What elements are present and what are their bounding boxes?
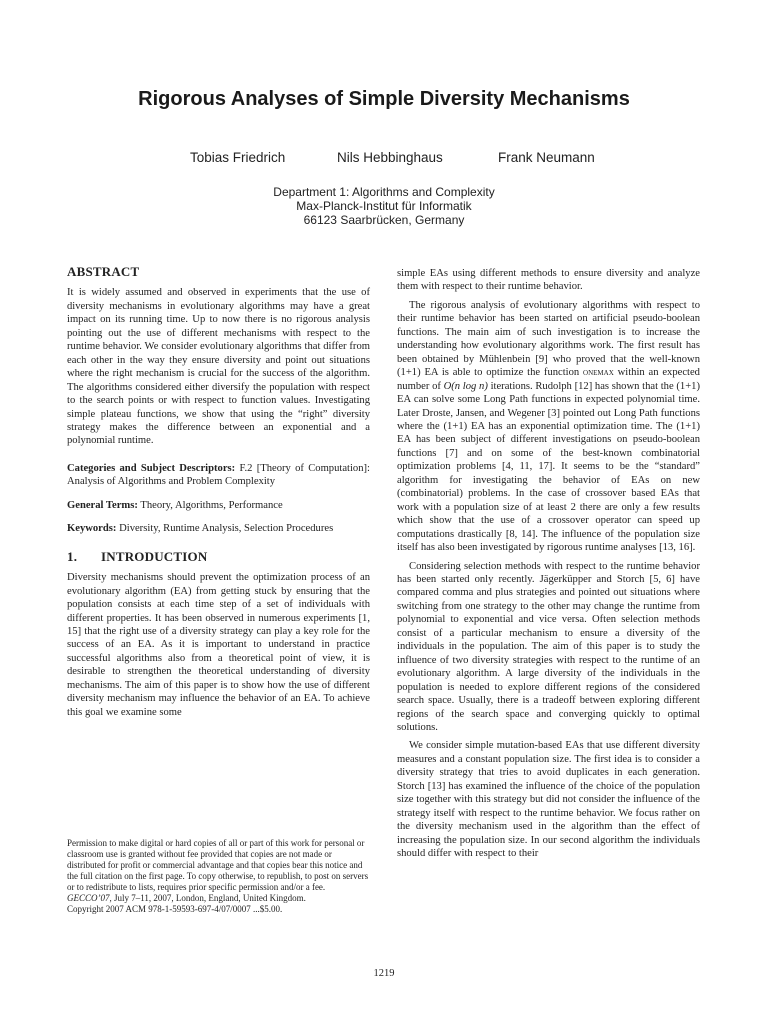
conference-name: GECCO’07, — [67, 893, 112, 903]
paragraph: simple EAs using different methods to ensure diversity and analyze them with respect to their runtime behavior. — [397, 268, 700, 293]
copyright-line: Copyright 2007 ACM 978-1-59593-697-4/07/0007 ...$5.00. — [67, 904, 283, 914]
affiliation — [0, 185, 768, 227]
section-number: 1. — [67, 548, 78, 564]
affiliation-line: Max-Planck-Institut für Informatik — [296, 199, 472, 213]
keywords-label: Keywords: — [67, 523, 117, 535]
paragraph-text: The rigorous analysis of evolutionary algorithms with respect to their runtime behavior has been started on artificial pseudo-boolean functions. The main aim of such investigation is to increase the understanding how evolutionary algorithms work. The first result has been obtained by Mühlenbein [9] who proved that the well-known (1+1) EA is able to optimize the function — [397, 299, 700, 379]
abstract-text: It is widely assumed and observed in experiments that the use of diversity mechanisms in evolutionary algorithms may have a great impact on its running time. Up to now there is no rigorous analysis pointing out the use of different mechanisms with respect to the runtime behavior. We consider evolutionary algorithms that differ from each other in the way they ensure diversity and point out situations where the right mechanism is crucial for the success of the algorithm. The algorithms considered either diversify the population with respect to the search points or with respect to function values. Investigating simple plateau functions, we show that using the “right” diversity strategy makes the difference between an exponential and a polynomial runtime. — [67, 287, 370, 447]
copyright-footnote — [67, 838, 370, 915]
conference-details: July 7–11, 2007, London, England, United Kingdom. — [111, 893, 306, 903]
categories-block — [67, 462, 370, 489]
intro-text: Diversity mechanisms should prevent the optimization process of an evolutionary algorithm (EA) from getting stuck by ensuring that the population consists at each time step of a set of individuals with different properties. It has been observed in numerous experiments [1, 15] that the right use of a diversity strategy can play a key role for the success of an EA. As it is important to understand in practice successful algorithms also from a theoretical point of view, it is desirable to strengthen the theoretical understanding of diversity mechanisms. The aim of this paper is to show how the use of different diversity mechanism may influence the behavior of an EA. To achieve this goal we examine some — [67, 572, 370, 718]
affiliation-line: 66123 Saarbrücken, Germany — [303, 213, 465, 227]
section-title: INTRODUCTION — [101, 548, 208, 564]
author-name: Tobias Friedrich — [190, 150, 286, 165]
math-expression: O(n log n) — [443, 380, 488, 392]
paragraph: We consider simple mutation-based EAs that use different diversity measures and a constant population size. The first idea is to consider a diversity strategy that tries to avoid duplicates in each generation. Storch [13] has examined the influence of the choice of the population size together with this strategy but did not consider the influence of the strategy itself with respect to the runtime behavior. We focus rather on the diversity mechanism used in the algorithm than the effect of increasing the population size. In our second algorithm the individuals should differ with respect to their — [397, 740, 700, 860]
paragraph — [397, 299, 700, 555]
conference-line — [67, 893, 370, 904]
general-terms-block — [67, 499, 370, 512]
categories-text: F.2 [Theory of Computation]: Analysis of Algorithms and Problem Complexity — [67, 462, 370, 488]
paragraph: Considering selection methods with respect to the runtime behavior has been started only recently. Jägerküpper and Storch [5, 6] have compared comma and plus strategies and pointed out situations where switching from one strategy to the other may change the runtime from polynomial to exponential and vice versa. Often selection methods consist of a particular mechanism to ensure a diversity of the individuals in the population. The aim of this paper is to study the influence of two diversity strategies with respect to the runtime of an evolutionary algorithm. A large diversity of the individuals in the population is needed to explore different regions of the considered search space. Usually, there is a tradeoff between exploring different regions of the search space and converging quickly to optimal solutions. — [397, 560, 700, 733]
author-name: Nils Hebbinghaus — [337, 150, 443, 165]
general-terms-text: Theory, Algorithms, Performance — [140, 499, 283, 511]
affiliation-line: Department 1: Algorithms and Complexity — [273, 185, 495, 199]
page-number: 1219 — [373, 968, 395, 979]
general-terms-label: General Terms: — [67, 499, 138, 511]
categories-label: Categories and Subject Descriptors: — [67, 462, 236, 474]
paragraph-text: within an expected number of — [397, 367, 700, 392]
keywords-block — [67, 522, 370, 535]
paper-title: Rigorous Analyses of Simple Diversity Mechanisms — [138, 88, 630, 110]
author-name: Frank Neumann — [498, 150, 595, 165]
keywords-text: Diversity, Runtime Analysis, Selection Procedures — [119, 523, 334, 535]
intro-heading — [67, 550, 370, 563]
right-column — [397, 267, 700, 860]
left-column — [67, 265, 370, 719]
abstract-heading: ABSTRACT — [67, 264, 140, 279]
function-name: onemax — [583, 367, 614, 379]
paragraph-text: iterations. Rudolph [12] has shown that the (1+1) EA can solve some Long Path functions in expected polynomial time. Later Droste, Jansen, and Wegener [3] pointed out Long Path functions where the (1+1) EA has an exponential optimization time. The (1+1) EA has been subject of different investigations on pseudo-boolean functions [7] and on some of the best-known combinatorial optimization problems [4, 11, 17]. It seems to be the “standard” algorithm for investigating the behavior of EAs on new (combinatorial) problems. In the case of crossover based EAs that work with a population size of at least 2 there are only a few results which show that the use of a crossover operator can speed up computations drastically [8, 14]. The influence of the population size itself has also been investigated by rigorous runtime analyses [13, 16]. — [397, 380, 701, 554]
permission-text: Permission to make digital or hard copies of all or part of this work for personal or classroom use is granted without fee provided that copies are not made or distributed for profit or commercial advantage and that copies bear this notice and the full citation on the first page. To copy otherwise, to republish, to post on servers or to redistribute to lists, requires prior specific permission and/or a fee. — [67, 838, 369, 892]
